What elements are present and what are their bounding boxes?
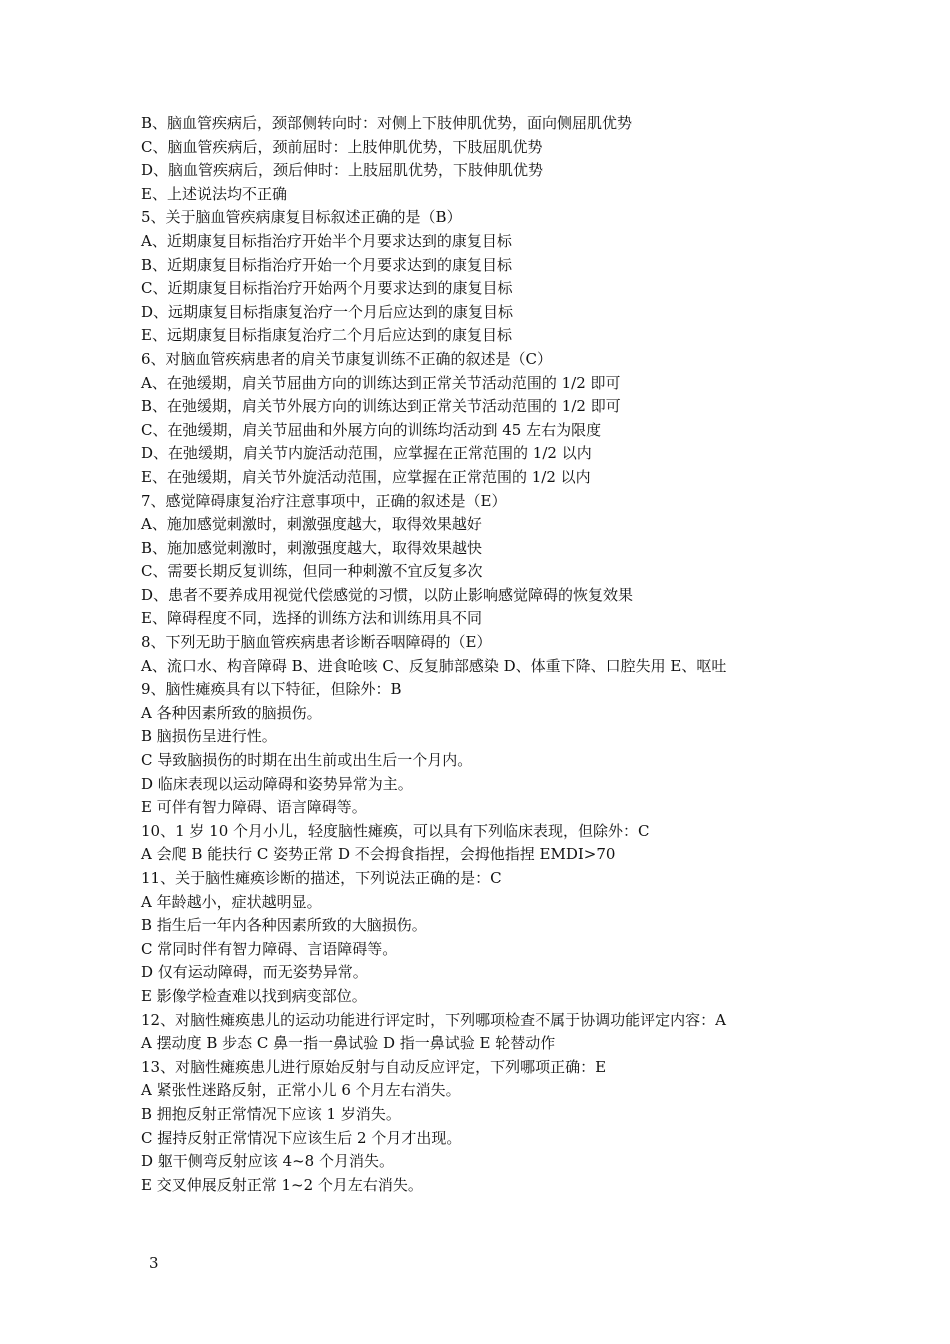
text-line: A、流口水、构音障碍 B、进食呛咳 C、反复肺部感染 D、体重下降、口腔失用 E、呕吐: [141, 656, 727, 675]
text-line: D、脑血管疾病后，颈后伸时：上肢屈肌优势，下肢伸肌优势: [141, 161, 544, 180]
question-line: 9、脑性瘫痪具有以下特征，但除外：B: [141, 680, 402, 699]
text-line: D、在弛缓期，肩关节内旋活动范围，应掌握在正常范围的 1/2 以内: [141, 444, 592, 463]
text-line: E 影像学检查难以找到病变部位。: [141, 986, 367, 1005]
text-line: A 各种因素所致的脑损伤。: [141, 703, 322, 722]
text-line: A 摆动度 B 步态 C 鼻一指一鼻试验 D 指一鼻试验 E 轮替动作: [141, 1034, 556, 1053]
text-line: E 交叉伸展反射正常 1~2 个月左右消失。: [141, 1175, 423, 1194]
text-line: B 拥抱反射正常情况下应该 1 岁消失。: [141, 1104, 401, 1123]
page-number: 3: [149, 1254, 159, 1272]
question-line: 5、关于脑血管疾病康复目标叙述正确的是（B）: [141, 208, 462, 227]
text-line: A 紧张性迷路反射，正常小儿 6 个月左右消失。: [141, 1081, 461, 1100]
text-line: C、脑血管疾病后，颈前屈时：上肢伸肌优势，下肢屈肌优势: [141, 137, 543, 156]
text-line: A、在弛缓期，肩关节屈曲方向的训练达到正常关节活动范围的 1/2 即可: [141, 373, 621, 392]
text-line: B 指生后一年内各种因素所致的大脑损伤。: [141, 916, 427, 935]
text-line: E、障碍程度不同，选择的训练方法和训练用具不同: [141, 609, 482, 628]
text-line: C 常同时伴有智力障碍、言语障碍等。: [141, 939, 398, 958]
text-line: A、施加感觉刺激时，刺激强度越大，取得效果越好: [141, 515, 482, 534]
text-line: C、近期康复目标指治疗开始两个月要求达到的康复目标: [141, 279, 513, 298]
document-body: [141, 112, 841, 1197]
text-line: B、脑血管疾病后，颈部侧转向时：对侧上下肢伸肌优势，面向侧屈肌优势: [141, 114, 633, 132]
text-line: E、远期康复目标指康复治疗二个月后应达到的康复目标: [141, 326, 512, 345]
text-line: B、在弛缓期，肩关节外展方向的训练达到正常关节活动范围的 1/2 即可: [141, 397, 621, 416]
text-line: D 躯干侧弯反射应该 4~8 个月消失。: [141, 1152, 394, 1171]
text-line: B、近期康复目标指治疗开始一个月要求达到的康复目标: [141, 255, 513, 274]
text-line: D、患者不要养成用视觉代偿感觉的习惯，以防止影响感觉障碍的恢复效果: [141, 585, 634, 604]
text-line: C、需要长期反复训练，但同一种刺激不宜反复多次: [141, 562, 483, 581]
text-line: C、在弛缓期，肩关节屈曲和外展方向的训练均活动到 45 左右为限度: [141, 420, 602, 439]
text-line: B、施加感觉刺激时，刺激强度越大，取得效果越快: [141, 538, 483, 557]
question-line: 8、下列无助于脑血管疾病患者诊断吞咽障碍的（E）: [141, 633, 492, 652]
question-line: 13、对脑性瘫痪患儿进行原始反射与自动反应评定，下列哪项正确：E: [141, 1057, 607, 1076]
question-line: 10、1 岁 10 个月小儿，轻度脑性瘫痪，可以具有下列临床表现，但除外：C: [141, 821, 650, 840]
text-line: D 仅有运动障碍，而无姿势异常。: [141, 963, 368, 982]
text-line: E、上述说法均不正确: [141, 184, 287, 203]
question-line: 7、感觉障碍康复治疗注意事项中，正确的叙述是（E）: [141, 491, 507, 510]
text-line: B 脑损伤呈进行性。: [141, 727, 277, 746]
text-line: E 可伴有智力障碍、语言障碍等。: [141, 798, 367, 817]
text-line: A、近期康复目标指治疗开始半个月要求达到的康复目标: [141, 231, 512, 250]
text-line: A 会爬 B 能扶行 C 姿势正常 D 不会拇食指捏，会拇他指捏 EMDI>70: [141, 845, 616, 864]
text-line: D、远期康复目标指康复治疗一个月后应达到的康复目标: [141, 302, 514, 321]
question-line: 11、关于脑性瘫痪诊断的描述，下列说法正确的是：C: [141, 869, 502, 887]
text-line: E、在弛缓期，肩关节外旋活动范围，应掌握在正常范围的 1/2 以内: [141, 467, 591, 486]
text-line: A 年龄越小，症状越明显。: [141, 892, 322, 911]
question-line: 6、对脑血管疾病患者的肩关节康复训练不正确的叙述是（C）: [141, 349, 553, 368]
text-line: D 临床表现以运动障碍和姿势异常为主。: [141, 774, 413, 793]
question-line: 12、对脑性瘫痪患儿的运动功能进行评定时，下列哪项检查不属于协调功能评定内容：A: [141, 1010, 726, 1029]
text-line: C 握持反射正常情况下应该生后 2 个月才出现。: [141, 1128, 462, 1147]
text-line: C 导致脑损伤的时期在出生前或出生后一个月内。: [141, 751, 473, 770]
